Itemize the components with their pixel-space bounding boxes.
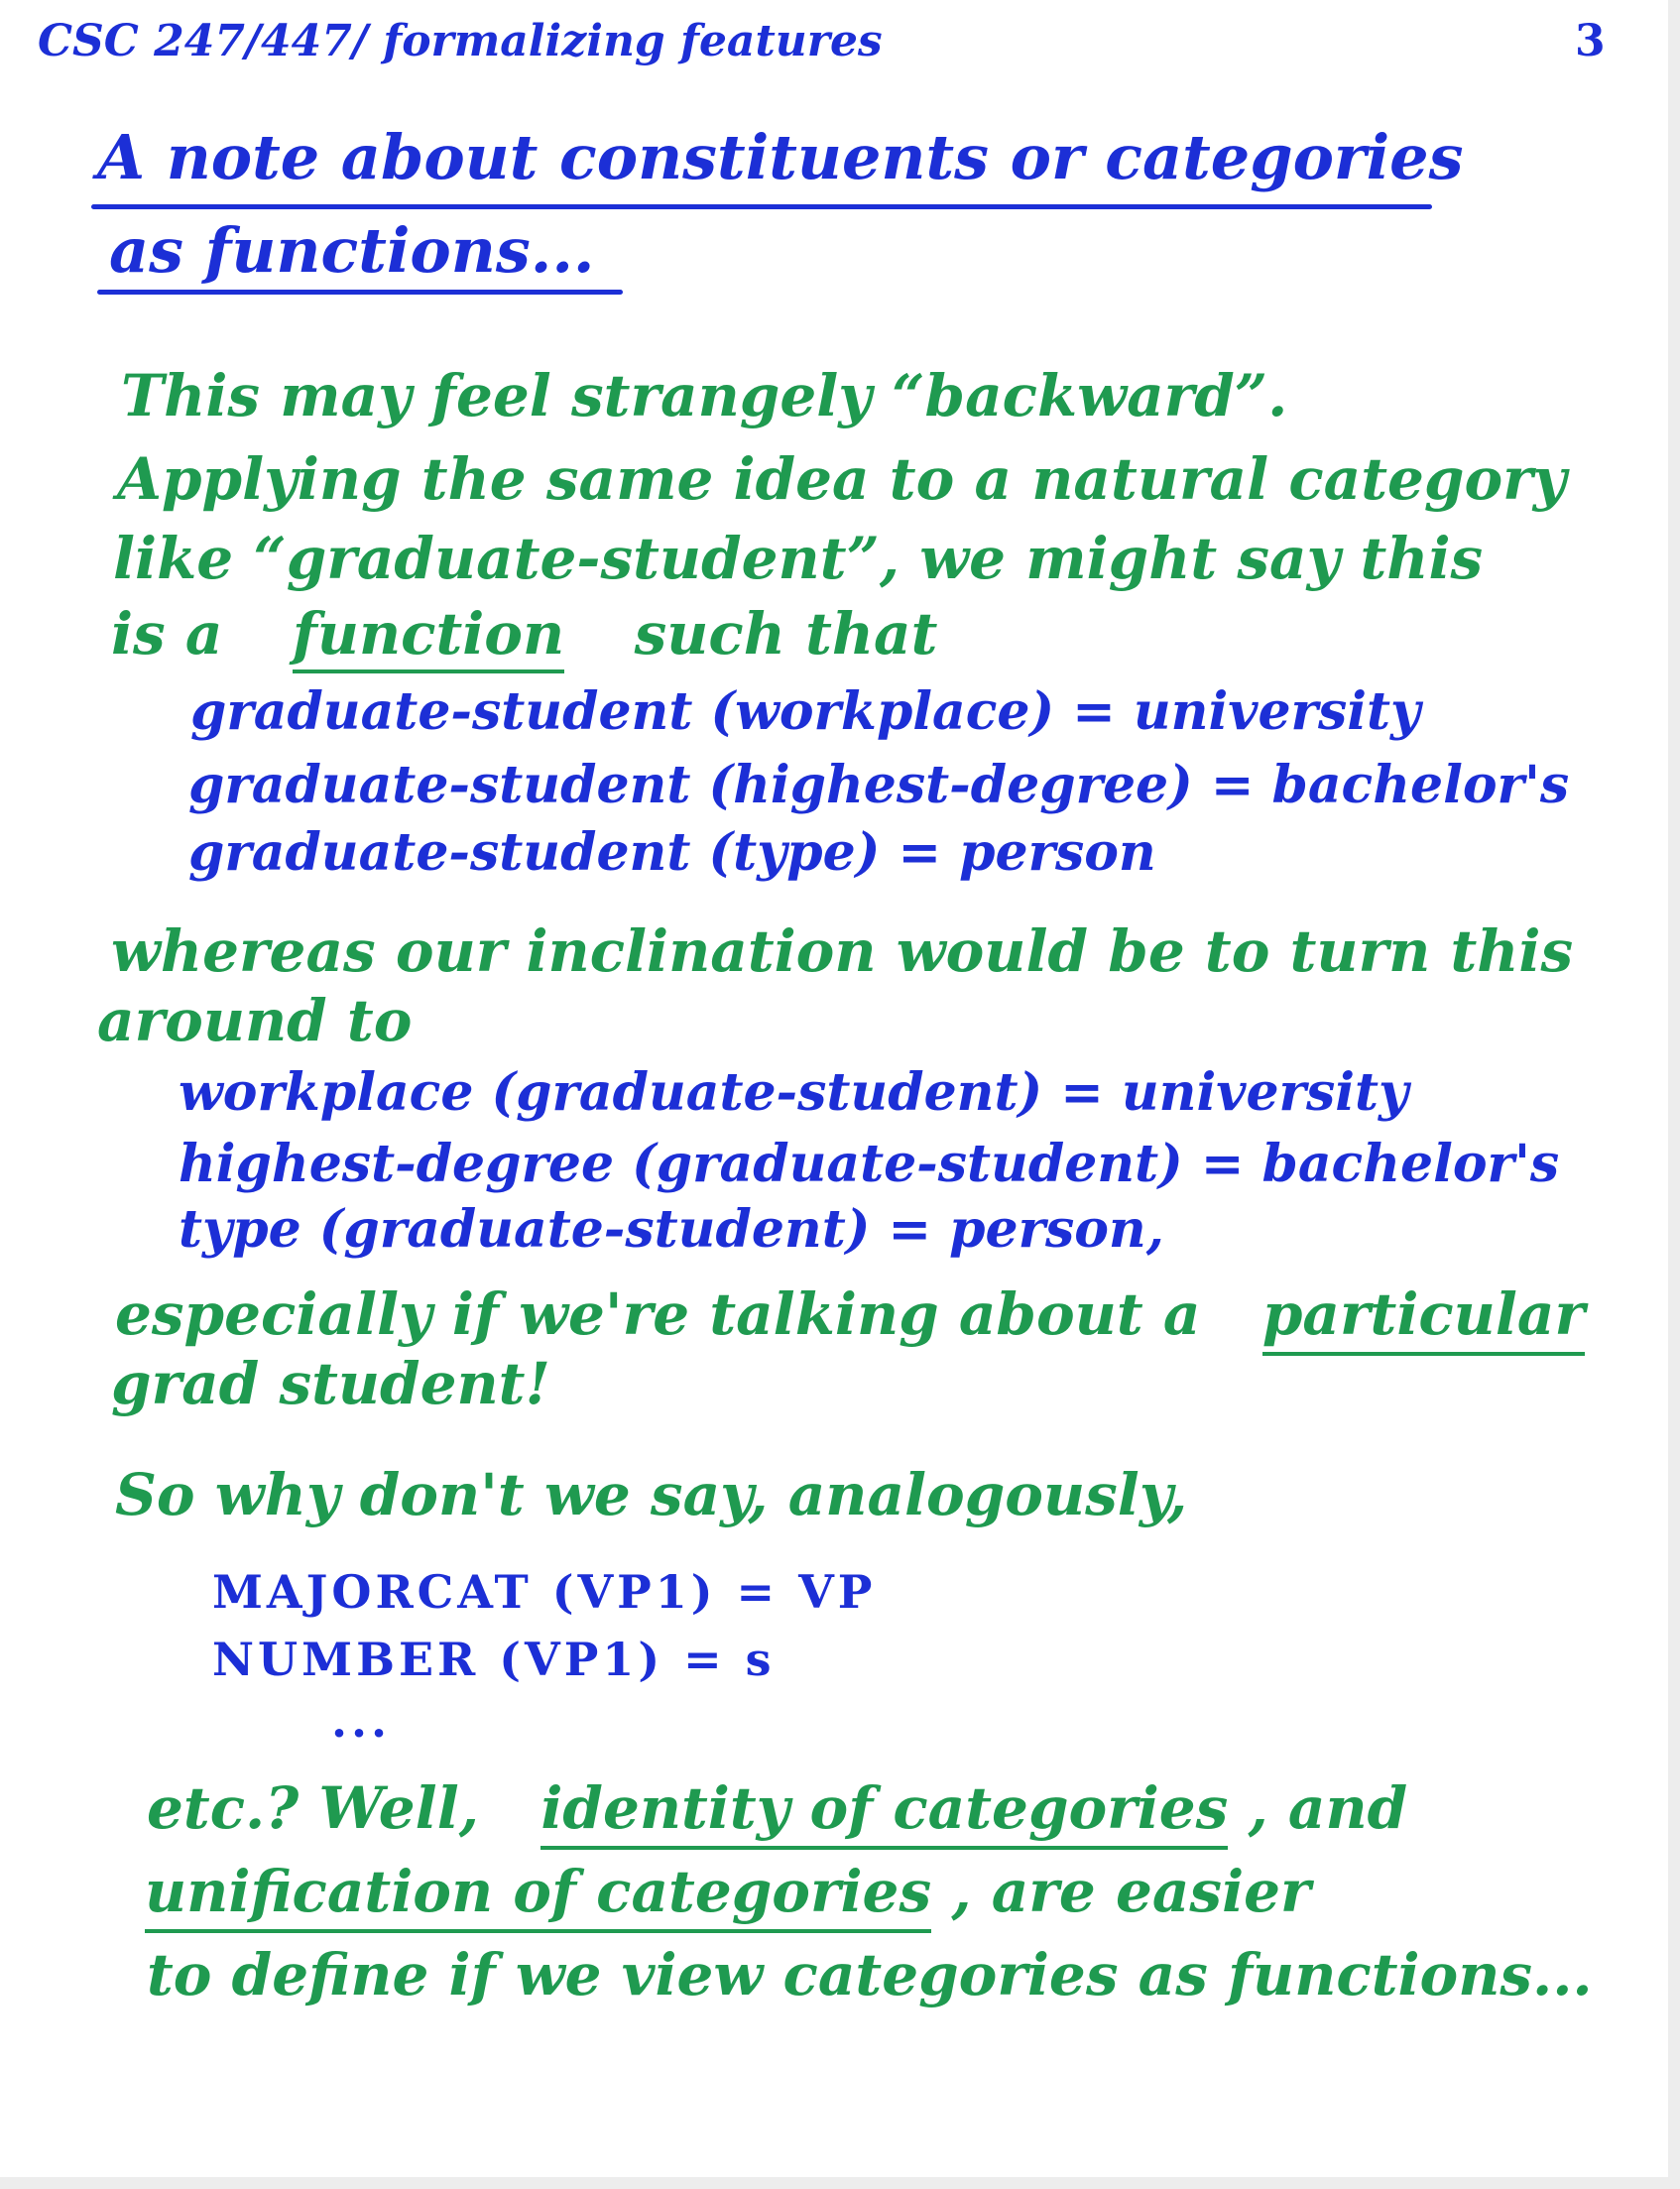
para5-line-1-c: , and [1248,1774,1408,1842]
example2-line-3: type (graduate-student) = person, [179,1199,1164,1260]
example3-line-2: NUMBER (VP1) = s [212,1633,776,1686]
para1-line-4 [111,600,938,668]
example1-line-1: graduate-student (workplace) = university [190,681,1421,742]
para5-identity-phrase: identity of categories [540,1774,1228,1850]
para5-line-2 [145,1858,1311,1925]
title-underline-1 [91,204,1432,209]
title-line-1: A note about constituents or categories [97,121,1464,193]
para3-particular-word: particular [1262,1280,1585,1356]
para5-unification-phrase: unification of categories [145,1858,931,1933]
para1-line-3: like “graduate-student”, we might say this [113,525,1484,592]
para2-line-2: around to [97,987,413,1054]
para1-line-4-c: such that [634,600,938,668]
para5-line-1-a: etc.? Well, [147,1774,479,1842]
para3-line-1 [115,1280,1586,1348]
example1-line-3: graduate-student (type) = person [188,822,1156,883]
para5-line-3: to define if we view categories as functions... [147,1941,1593,2008]
example3-ellipsis: ... [331,1694,392,1748]
para1-function-word: function [293,600,564,673]
page-edge-bottom [0,2177,1680,2189]
example3-line-1: MAJORCAT (VP1) = VP [212,1565,877,1619]
example2-line-1: workplace (graduate-student) = university [179,1062,1409,1123]
para3-line-1-a: especially if we're talking about a [115,1280,1201,1348]
title-line-2: as functions... [109,214,595,287]
para5-line-1 [147,1774,1408,1842]
para4-line-1: So why don't we say, analogously, [115,1461,1188,1528]
page-number: 3 [1575,16,1606,66]
para2-line-1: whereas our inclination would be to turn this [111,917,1574,985]
para5-line-2-b: , are easier [951,1858,1311,1925]
course-header: CSC 247/447/ formalizing features [38,16,883,66]
para3-line-2: grad student! [111,1350,550,1417]
title-underline-2 [97,290,623,295]
para1-line-2: Applying the same idea to a natural category [117,445,1567,513]
page-edge-right [1668,0,1680,2189]
para1-line-1: This may feel strangely “backward”. [121,362,1288,429]
example2-line-2: highest-degree (graduate-student) = bachelor's [179,1134,1560,1194]
para1-line-4-a: is a [111,600,223,668]
example1-line-2: graduate-student (highest-degree) = bachelor's [188,755,1570,815]
